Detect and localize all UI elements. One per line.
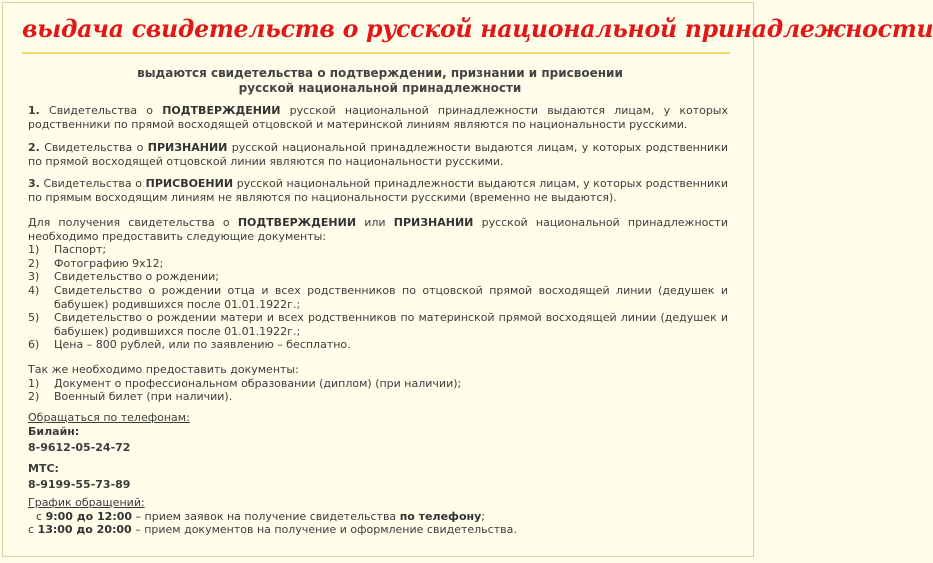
page-title: выдача свидетельств о русской национальной принадлежности: [22, 14, 933, 43]
schedule-label: График обращений:: [28, 496, 145, 509]
title-bar: [22, 10, 933, 54]
schedule-line-1: с 9:00 до 12:00 – прием заявок на получение свидетельства по телефону;: [36, 509, 485, 523]
list-item: 2) Фотографию 9х12;: [28, 256, 164, 270]
extra-intro: Так же необходимо предоставить документы:: [28, 363, 299, 376]
beeline-phone: 8-9612-05-24-72: [28, 441, 131, 455]
paragraph-number: 1.: [28, 104, 40, 117]
list-item: 1) Документ о профессиональном образовании (диплом) (при наличии);: [28, 376, 462, 390]
keyword-confirmation: ПОДТВЕРЖДЕНИИ: [162, 104, 281, 117]
list-item: 1) Паспорт;: [28, 243, 107, 257]
list-item: 2) Военный билет (при наличии).: [28, 390, 233, 404]
documents-intro: Для получения свидетельства о ПОДТВЕРЖДЕНИИ или ПРИЗНАНИИ русской национальной принадлежности необходимо предоставить следующие документы:: [28, 216, 728, 243]
schedule-section: [28, 496, 728, 537]
subheading-line-2: русской национальной принадлежности: [238, 81, 522, 95]
schedule-line-2: с 13:00 до 20:00 – прием документов на получение и оформление свидетельства.: [28, 523, 517, 537]
beeline-label: Билайн:: [28, 424, 80, 438]
paragraph-number: 2.: [28, 141, 40, 154]
phones-label: Обращаться по телефонам:: [28, 411, 190, 424]
list-item: 5) Свидетельство о рождении матери и всех родственников по материнской прямой восходящей линии (дедушек и бабушек) родившихся после 01.01.1922г.;: [28, 311, 728, 338]
paragraph-recognition: 2. Свидетельства о ПРИЗНАНИИ русской национальной принадлежности выдаются лицам, у которых родственники по прямой восходящей отцовской линии являются по национальности русскими.: [28, 141, 728, 168]
paragraph-assignment: 3. Свидетельства о ПРИСВОЕНИИ русской национальной принадлежности выдаются лицам, у которых родственники по прямым восходящим линиям не являются по национальности русскими (временно не выдаются).: [28, 177, 729, 204]
list-item: 4) Свидетельство о рождении отца и всех родственников по отцовской прямой восходящей линии (дедушек и бабушек) родившихся после 01.01.1922г.;: [28, 283, 728, 311]
subheading-line-1: выдаются свидетельства о подтверждении, признании и присвоении: [137, 66, 623, 80]
list-item: 6) Цена – 800 рублей, или по заявлению – бесплатно.: [28, 338, 351, 352]
keyword-recognition: ПРИЗНАНИИ: [147, 141, 228, 154]
contacts-section: [28, 411, 728, 492]
list-item: 3) Свидетельство о рождении;: [28, 270, 219, 284]
mts-label: МТС:: [28, 461, 59, 475]
extra-documents-section: [28, 363, 728, 404]
mts-phone: 8-9199-55-73-89: [28, 478, 131, 492]
documents-section: [28, 216, 728, 352]
keyword-assignment: ПРИСВОЕНИИ: [145, 177, 234, 190]
paragraph-number: 3.: [28, 177, 40, 190]
paragraph-confirmation: 1. Свидетельства о ПОДТВЕРЖДЕНИИ русской национальной принадлежности выдаются лицам, у которых родственники по прямой восходящей отцовской и материнской линиям являются по национальности русскими.: [28, 104, 729, 131]
